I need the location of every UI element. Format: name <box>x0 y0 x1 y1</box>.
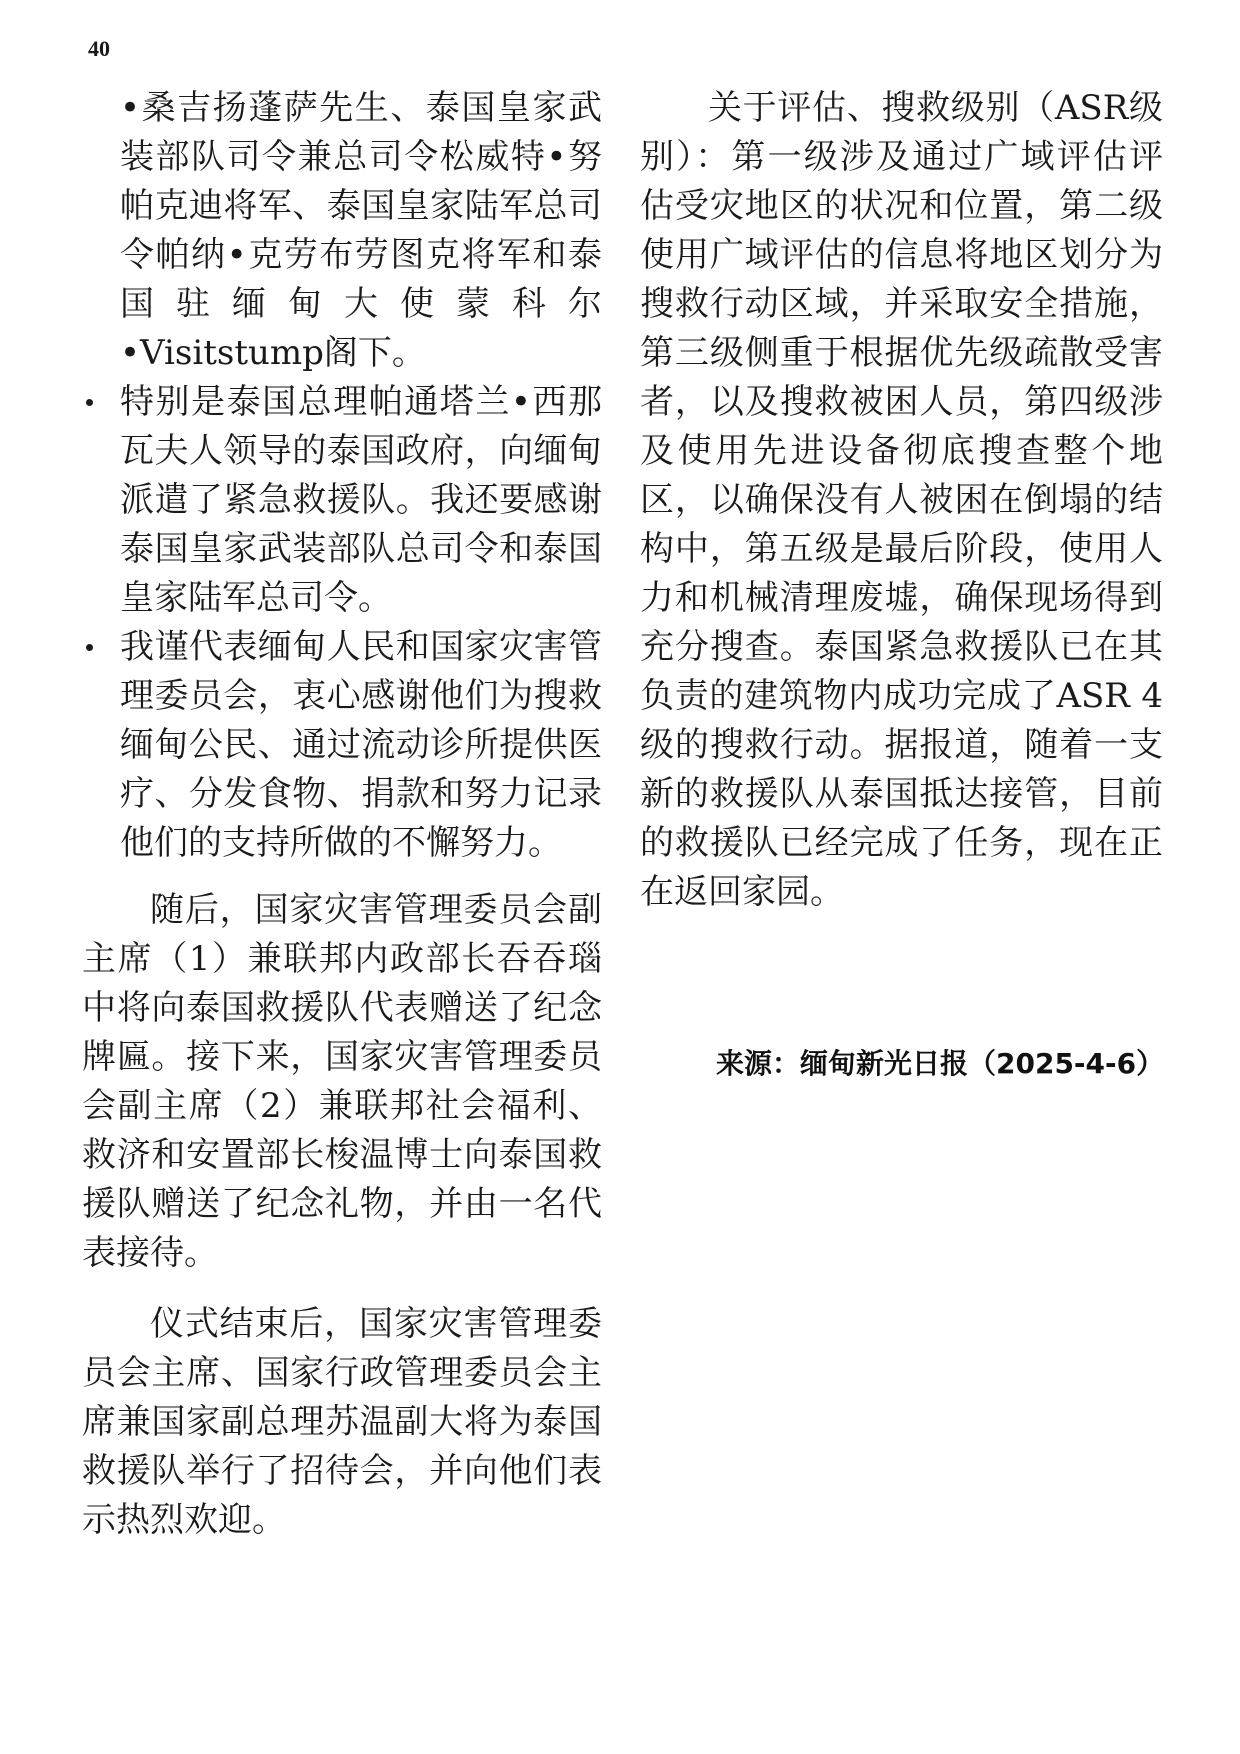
body-paragraph: 关于评估、搜救级别（ASR级别）：第一级涉及通过广域评估评估受灾地区的状况和位置，第二级使用广域评估的信息将地区划分为搜救行动区域，并采取安全措施，第三级侧重于根据优先级疏散受害者，以及搜救被困人员，第四级涉及使用先进设备彻底搜查整个地区，以确保没有人被困在倒塌的结构中，第五级是最后阶段，使用人力和机械清理废墟，确保现场得到充分搜查。泰国紧急救援队已在其负责的建筑物内成功完成了ASR 4级的搜救行动。据报道，随着一支新的救援队从泰国抵达接管，目前的救援队已经完成了任务，现在正在返回家园。 <box>640 88 1163 912</box>
bullet-dot-icon <box>86 644 93 651</box>
bullet-item-text: 我谨代表缅甸人民和国家灾害管理委员会，衷心感谢他们为搜救缅甸公民、通过流动诊所提供医疗、分发食物、捐款和努力记录他们的支持所做的不懈努力。 <box>120 627 602 863</box>
bullet-list <box>82 84 602 868</box>
right-column <box>640 84 1163 917</box>
source-attribution: 来源：缅甸新光日报（2025-4-6） <box>716 1047 1165 1080</box>
body-paragraph: 仪式结束后，国家灾害管理委员会主席、国家行政管理委员会主席兼国家副总理苏温副大将为泰国救援队举行了招待会，并向他们表示热烈欢迎。 <box>82 1304 602 1540</box>
left-column <box>82 84 602 1545</box>
bullet-item-text: 特别是泰国总理帕通塔兰•西那瓦夫人领导的泰国政府，向缅甸派遣了紧急救援队。我还要感谢泰国皇家武装部队总司令和泰国皇家陆军总司令。 <box>120 382 602 618</box>
body-paragraph: 随后，国家灾害管理委员会副主席（1）兼联邦内政部长吞吞瑙中将向泰国救援队代表赠送了纪念牌匾。接下来，国家灾害管理委员会副主席（2）兼联邦社会福利、救济和安置部长梭温博士向泰国救援队赠送了纪念礼物，并由一名代表接待。 <box>82 890 602 1273</box>
list-item <box>82 623 602 868</box>
list-item <box>82 84 602 378</box>
bullet-item-text: •桑吉扬蓬萨先生、泰国皇家武装部队司令兼总司令松威特•努帕克迪将军、泰国皇家陆军总司令帕纳•克劳布劳图克将军和泰国驻缅甸大使蒙科尔•Visitstump阁下。 <box>120 88 602 373</box>
list-item <box>82 378 602 623</box>
page-number: 40 <box>88 36 110 61</box>
bullet-dot-icon <box>86 399 93 406</box>
